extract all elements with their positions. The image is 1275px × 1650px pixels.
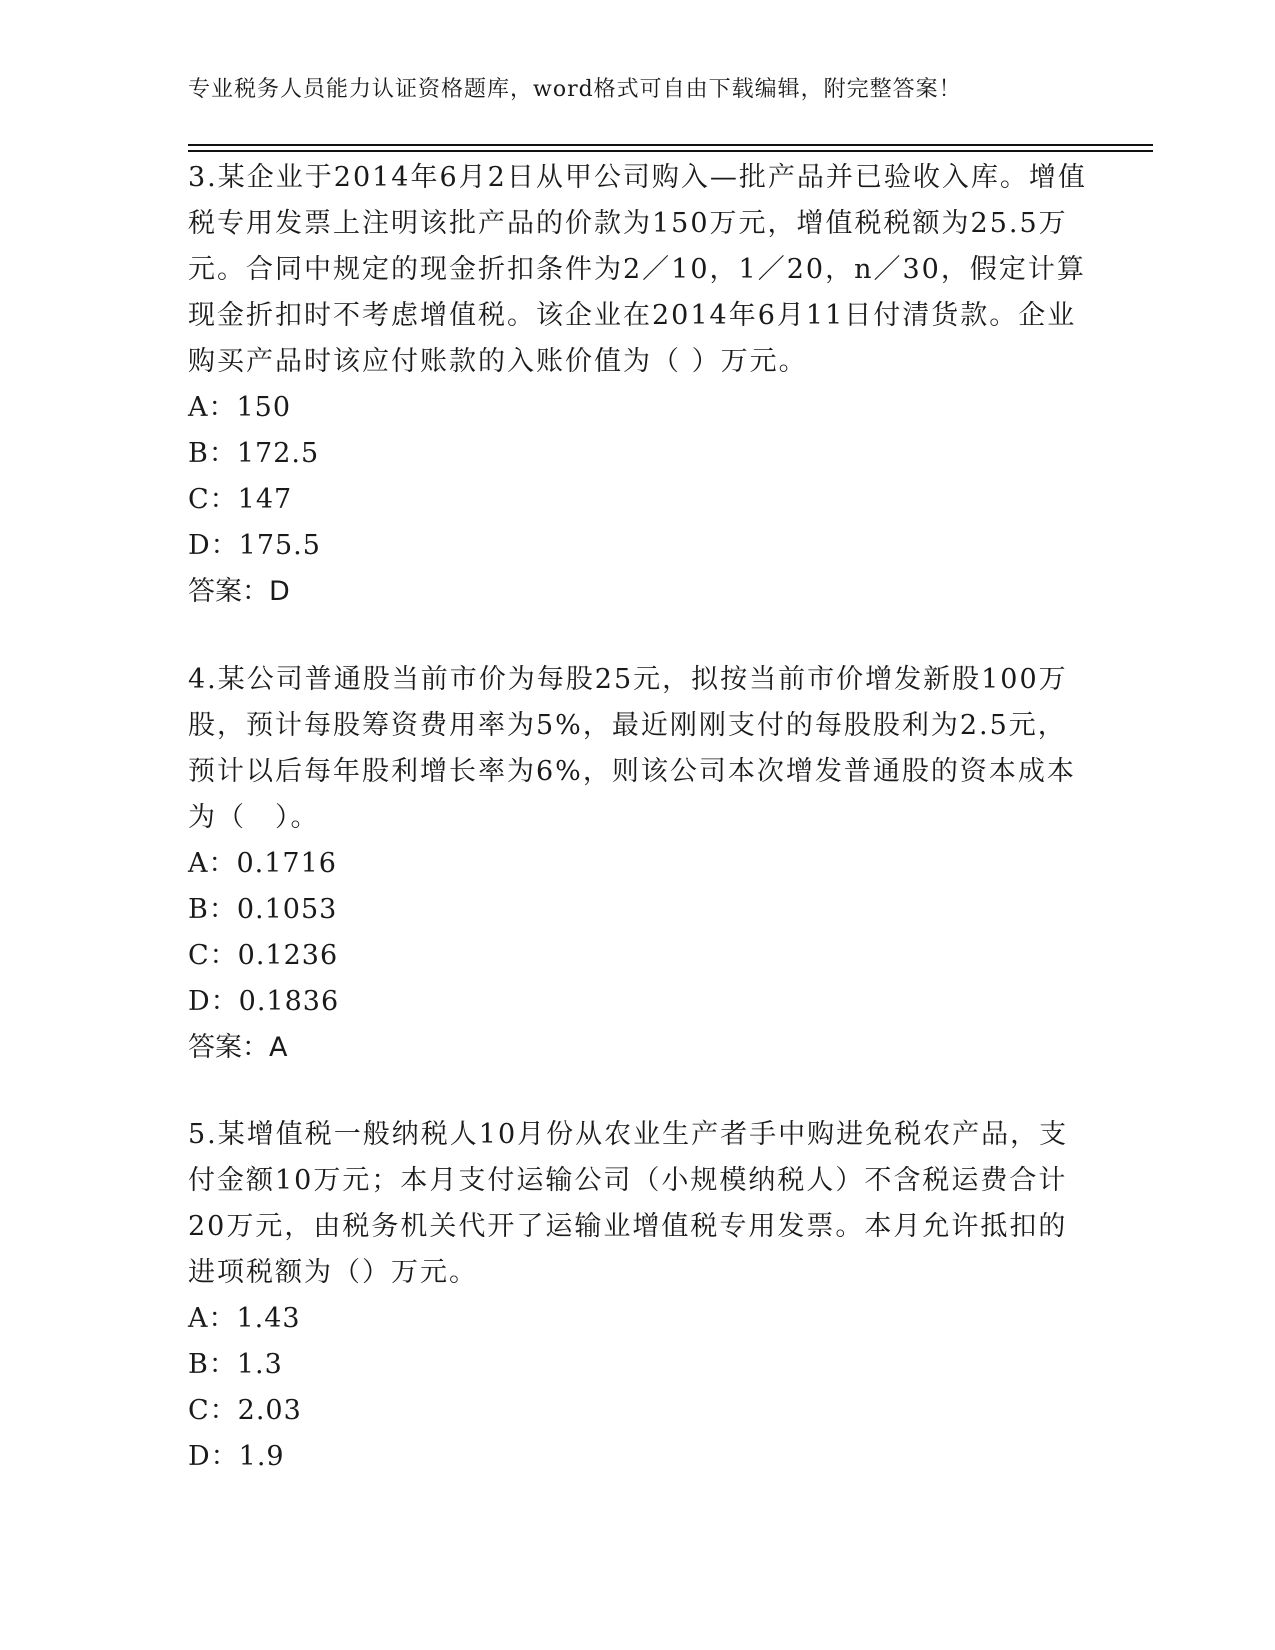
header-rule-bottom: [188, 150, 1153, 152]
option-d: D：1.9: [188, 1441, 285, 1472]
answer: 答案：A: [188, 1032, 288, 1063]
option-a: A：0.1716: [188, 848, 337, 879]
page-header: 专业税务人员能力认证资格题库，word格式可自由下载编辑，附完整答案！: [188, 77, 962, 102]
answer: 答案：D: [188, 576, 290, 607]
option-b: B：0.1053: [188, 894, 338, 925]
option-a: A：1.43: [188, 1303, 301, 1334]
option-d: D：175.5: [188, 530, 321, 561]
question-stem: 5.某增值税一般纳税人10月份从农业生产者手中购进免税农产品，支付金额10万元；本月支付运输公司（小规模纳税人）不含税运费合计20万元，由税务机关代开了运输业增值税专用发票。本月允许抵扣的进项税额为（）万元。: [188, 1119, 1069, 1288]
option-d: D：0.1836: [188, 986, 340, 1017]
option-c: C：0.1236: [188, 940, 339, 971]
option-b: B：1.3: [188, 1349, 283, 1380]
question-3: [188, 155, 1088, 615]
question-4: [188, 657, 1088, 1071]
question-stem: 3.某企业于2014年6月2日从甲公司购入—批产品并已验收入库。增值税专用发票上注明该批产品的价款为150万元，增值税税额为25.5万元。合同中规定的现金折扣条件为2／10，1／20，n／30，假定计算现金折扣时不考虑增值税。该企业在2014年6月11日付清货款。企业购买产品时该应付账款的入账价值为（ ）万元。: [188, 162, 1087, 377]
header-rule-top: [188, 144, 1153, 146]
question-5: [188, 1112, 1088, 1480]
option-b: B：172.5: [188, 438, 320, 469]
option-c: C：147: [188, 484, 293, 515]
option-a: A：150: [188, 392, 292, 423]
option-c: C：2.03: [188, 1395, 302, 1426]
question-stem: 4.某公司普通股当前市价为每股25元，拟按当前市价增发新股100万股，预计每股筹资费用率为5%，最近刚刚支付的每股股利为2.5元，预计以后每年股利增长率为6%，则该公司本次增发普通股的资本成本为（ ）。: [188, 664, 1076, 833]
